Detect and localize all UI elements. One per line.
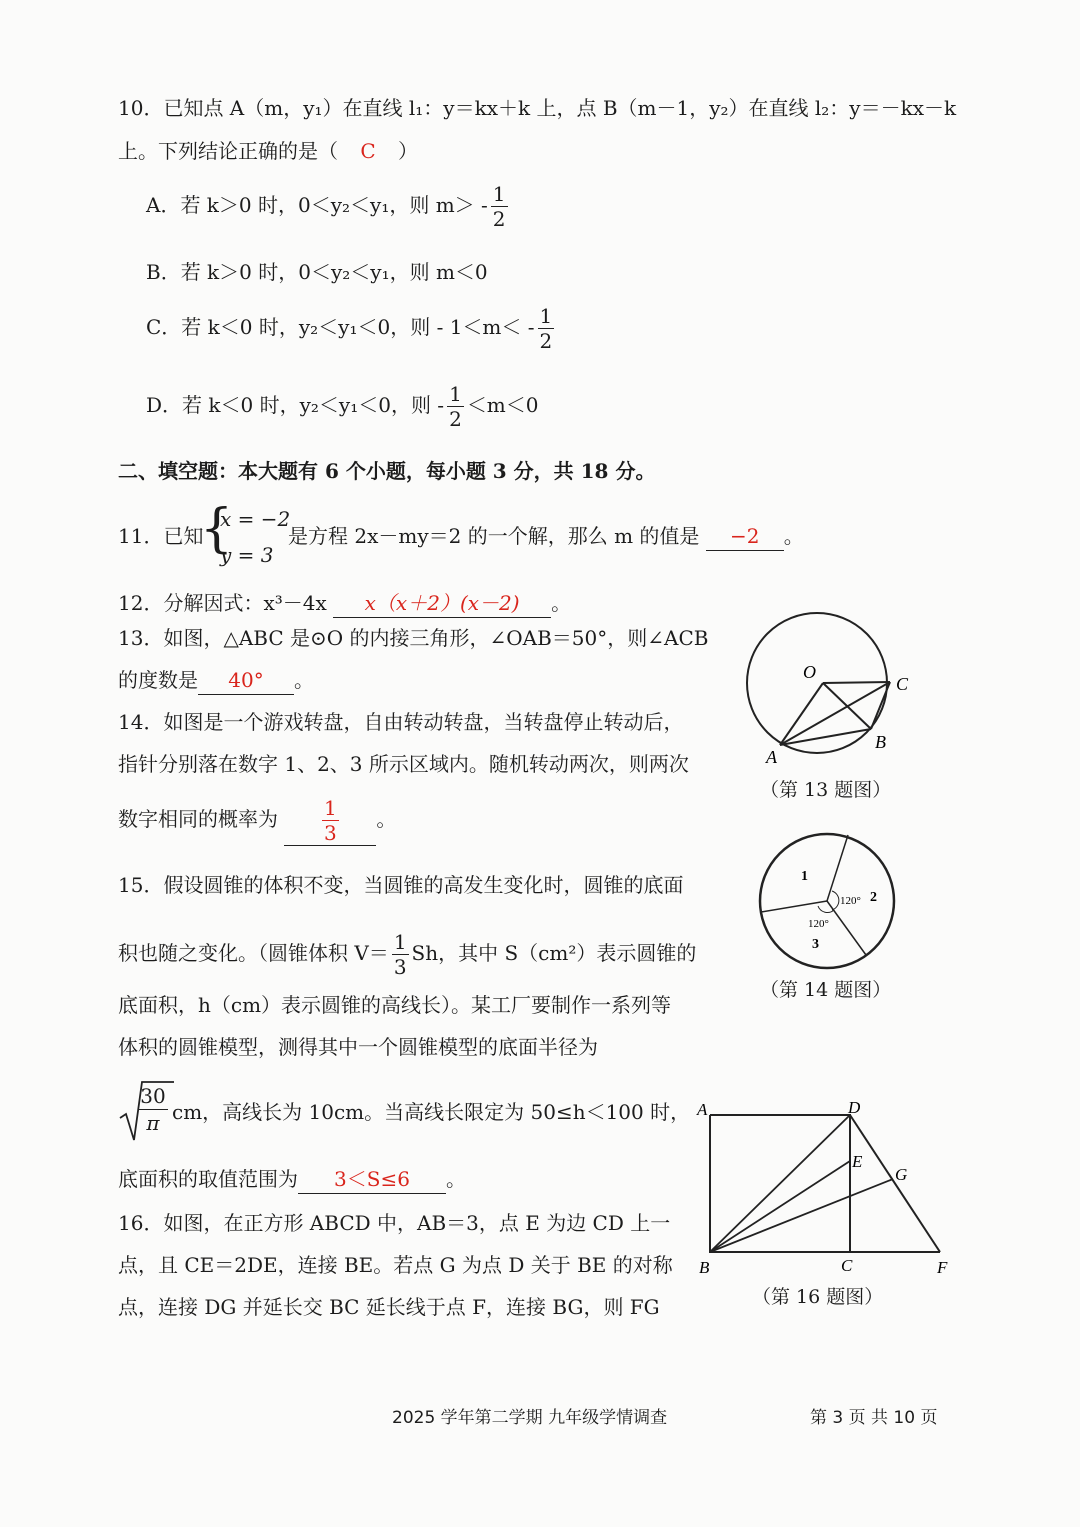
label-f: F — [937, 1258, 948, 1277]
q15-line3: 底面积，h（cm）表示圆锥的高线长）。某工厂要制作一系列等 — [118, 993, 672, 1017]
label-g: G — [895, 1165, 908, 1184]
section2-heading: 二、填空题：本大题有 6 个小题，每小题 3 分，共 18 分。 — [118, 459, 656, 483]
q12-line: 12．分解因式：x³－4x x（x＋2）(x－2) 。 — [118, 589, 571, 618]
q10-option-c: C．若 k＜0 时，y₂＜y₁＜0，则 - 1＜m＜ - $\frac{1}{2}$ — [146, 304, 553, 353]
label-b: B — [875, 732, 886, 752]
q14-line2: 指针分别落在数字 1、2、3 所示区域内。随机转动两次，则两次 — [118, 752, 689, 776]
q15-line2: 积也随之变化。（圆锥体积 V＝ $\frac{1}{3}$ Sh，其中 S（cm²）表示圆锥的 — [118, 930, 697, 979]
q11-eq1: x = −2 — [220, 507, 291, 531]
sector-3-label: 3 — [812, 937, 819, 952]
q11-rest: 是方程 2x－my＝2 的一个解，那么 m 的值是 −2 。 — [288, 522, 804, 551]
q13-figure — [735, 610, 935, 770]
sector-1-label: 1 — [801, 869, 808, 884]
label-a: A — [766, 747, 777, 767]
q13-line1: 13．如图，△ABC 是⊙O 的内接三角形，∠OAB＝50°，则∠ACB — [118, 626, 709, 650]
label-o: O — [803, 662, 816, 682]
q15-line5: cm，高线长为 10cm。当高线长限定为 50≤h＜100 时， — [172, 1100, 691, 1124]
footer-title: 2025 学年第二学期 九年级学情调查 — [392, 1408, 668, 1428]
q13-caption: （第 13 题图） — [760, 779, 892, 801]
label-e: E — [852, 1152, 863, 1171]
q11-eq2: y = 3 — [220, 543, 274, 567]
q13-line2: 的度数是 40° 。 — [118, 666, 314, 695]
q10-answer: C — [360, 139, 376, 163]
sector-2-label: 2 — [870, 890, 877, 905]
q10-line1: 10．已知点 A（m，y₁）在直线 l₁：y＝kx＋k 上，点 B（m－1，y₂）在直线 l₂：y＝－kx－k — [118, 96, 957, 120]
q11-answer: −2 — [706, 522, 784, 551]
label-c: C — [896, 674, 909, 694]
q15-answer: 3＜S≤6 — [298, 1165, 446, 1194]
q10-option-d: D．若 k＜0 时，y₂＜y₁＜0，则 - $\frac{1}{2}$ ＜m＜0 — [146, 382, 539, 431]
q16-line1: 16．如图，在正方形 ABCD 中，AB＝3，点 E 为边 CD 上一 — [118, 1211, 671, 1235]
q15-line1: 15．假设圆锥的体积不变，当圆锥的高发生变化时，圆锥的底面 — [118, 873, 684, 897]
q10-option-a: A．若 k＞0 时，0＜y₂＜y₁，则 m＞ - $\frac{1}{2}$ — [146, 182, 506, 231]
q11-line: 11．已知 — [118, 524, 204, 548]
q15-line4: 体积的圆锥模型，测得其中一个圆锥模型的底面半径为 — [118, 1035, 598, 1059]
label-b: B — [699, 1258, 710, 1277]
q11-brace: { — [200, 499, 234, 559]
q16-figure — [690, 1095, 960, 1285]
q12-answer: x（x＋2）(x－2) — [333, 589, 551, 618]
q14-spinner — [752, 828, 902, 978]
q16-line3: 点，连接 DG 并延长交 BC 延长线于点 F，连接 BG，则 FG — [118, 1295, 660, 1319]
angle-label-2: 120° — [808, 918, 829, 930]
q10-line2: 上。下列结论正确的是（ C ） — [118, 139, 418, 163]
sqrt-fraction: 30 π — [138, 1083, 168, 1136]
label-a: A — [697, 1100, 708, 1119]
q15-line6: 底面积的取值范围为 3＜S≤6 。 — [118, 1165, 466, 1194]
label-c: C — [841, 1256, 853, 1275]
q14-caption: （第 14 题图） — [760, 979, 892, 1001]
q16-caption: （第 16 题图） — [752, 1286, 884, 1308]
q10-option-b: B．若 k＞0 时，0＜y₂＜y₁，则 m＜0 — [146, 260, 488, 284]
q13-answer: 40° — [198, 666, 294, 695]
q14-line3: 数字相同的概率为 $\frac{1}{3}$ 。 — [118, 796, 397, 845]
q16-line2: 点，且 CE＝2DE，连接 BE。若点 G 为点 D 关于 BE 的对称 — [118, 1253, 673, 1277]
label-d: D — [848, 1098, 861, 1117]
angle-label-1: 120° — [840, 895, 861, 907]
q14-line1: 14．如图是一个游戏转盘，自由转动转盘，当转盘停止转动后， — [118, 710, 684, 734]
footer-page: 第 3 页 共 10 页 — [810, 1408, 938, 1428]
